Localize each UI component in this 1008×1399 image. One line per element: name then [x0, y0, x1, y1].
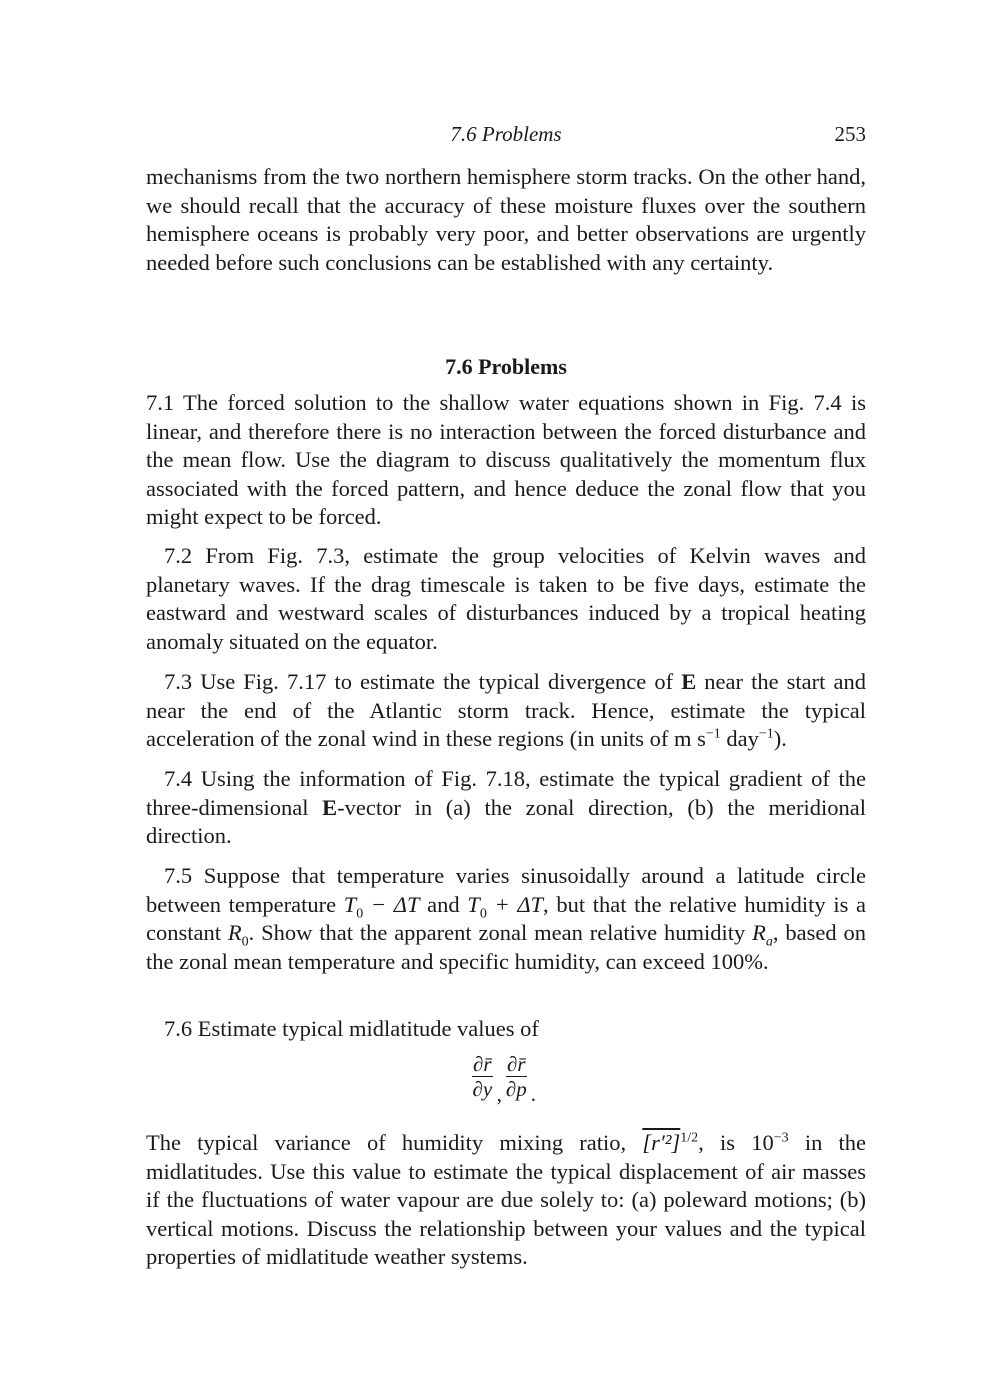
problem-7-5-part-d: . Show that the apparent zonal mean relative humidity	[248, 920, 753, 945]
subscript: 0	[356, 906, 364, 921]
running-head	[146, 122, 866, 152]
fraction-denominator: ∂y	[472, 1077, 493, 1101]
problem-7-3	[146, 668, 866, 754]
period: .	[530, 1081, 536, 1106]
problem-7-6-intro-text: 7.6 Estimate typical midlatitude values of	[164, 1016, 539, 1041]
fraction-numerator: ∂r̄	[506, 1052, 526, 1076]
intro-paragraph: mechanisms from the two northern hemisphere storm tracks. On the other hand, we should recall that the accuracy of these moisture fluxes over the southern hemisphere oceans is probably very poor, and better observations are urgently needed before such conclusions can be established with any certainty.	[146, 164, 866, 275]
subscript: 0	[241, 934, 249, 950]
problem-7-6-part-c: in the midlatitudes. Use this value to estimate the typical displacement of air masses if the fluctuations of water vapour are due solely to: (a) poleward motions; (b) vertical motions. Discuss the relationship between your values and the typical properties of midlatitude weather systems.	[146, 1130, 866, 1269]
fraction-dr-dp	[506, 1052, 527, 1122]
problem-7-4	[146, 765, 866, 851]
intro-paragraph-block	[146, 163, 866, 277]
page-number: 253	[834, 122, 866, 146]
problem-7-3-part-b: near the start and near the end of the Atlantic storm track. Hence, estimate the typical acceleration of the zonal wind in these regions (in units of m s	[146, 669, 866, 751]
problem-7-6-part-a: The typical variance of humidity mixing ratio,	[146, 1130, 643, 1155]
running-title: 7.6 Problems	[450, 122, 562, 146]
variance-expression: [r′²]	[642, 1130, 681, 1155]
problem-7-6-intro	[146, 1015, 866, 1044]
problem-7-5-part-e: , based on the zonal mean temperature and specific humidity, can exceed 100%.	[146, 920, 866, 974]
problem-7-1	[146, 389, 866, 532]
problem-7-5-text	[146, 862, 866, 976]
section-title: 7.6 Problems	[445, 354, 567, 379]
exponent: −1	[758, 726, 774, 742]
math-expression: − ΔT	[363, 891, 420, 917]
problem-7-5-part-b: and	[419, 891, 468, 917]
subscript: a	[765, 934, 773, 950]
problem-7-4-part-a: 7.4 Using the information of Fig. 7.18, estimate the typical gradient of the three-dimensional	[146, 766, 866, 820]
vector-E: E	[322, 794, 338, 820]
problem-7-4-text	[146, 765, 866, 851]
math-expression: + ΔT	[486, 891, 544, 917]
subscript: 0	[479, 906, 487, 921]
problem-7-5-part-c: , but that the relative humidity is a constant	[146, 891, 866, 945]
problem-7-5-part-a: 7.5 Suppose that temperature varies sinusoidally around a latitude circle between temperature	[146, 863, 866, 917]
exponent: −3	[773, 1130, 789, 1146]
math-R: R	[227, 920, 242, 945]
problem-7-2	[146, 542, 866, 656]
problem-7-3-text	[146, 668, 866, 754]
problem-7-5	[146, 862, 866, 976]
display-equation	[146, 1052, 866, 1122]
problem-7-2-text: 7.2 From Fig. 7.3, estimate the group velocities of Kelvin waves and planetary waves. If the drag timescale is taken to be five days, estimate the eastward and westward scales of disturbances induced by a tropical heating anomaly situated on the equator.	[146, 543, 866, 654]
comma: ,	[496, 1081, 502, 1106]
problem-7-1-text: 7.1 The forced solution to the shallow water equations shown in Fig. 7.4 is linear, and therefore there is no interaction between the forced disturbance and the mean flow. Use the diagram to discuss qualitatively the momentum flux associated with the forced pattern, and hence deduce the zonal flow that you might expect to be forced.	[146, 390, 866, 529]
problem-7-6-body-text	[146, 1129, 866, 1272]
fraction-numerator: ∂r̄	[473, 1052, 492, 1076]
exponent: −1	[705, 726, 721, 742]
fraction-dr-dy	[472, 1052, 493, 1122]
math-T: T	[343, 891, 357, 917]
problem-7-6-body	[146, 1129, 866, 1272]
problem-7-3-part-d: ).	[773, 726, 787, 751]
math-R: R	[752, 920, 766, 945]
fraction-denominator: ∂p	[505, 1077, 527, 1101]
problem-7-4-part-b: -vector in (a) the zonal direction, (b) the meridional direction.	[146, 794, 866, 848]
problem-7-3-part-c: day	[720, 726, 759, 751]
problem-7-6-part-b: , is 10	[698, 1130, 774, 1155]
problem-7-3-part-a: 7.3 Use Fig. 7.17 to estimate the typical divergence of	[164, 669, 682, 694]
vector-E: E	[681, 669, 697, 694]
math-T: T	[467, 891, 480, 917]
exponent: 1/2	[680, 1130, 699, 1146]
